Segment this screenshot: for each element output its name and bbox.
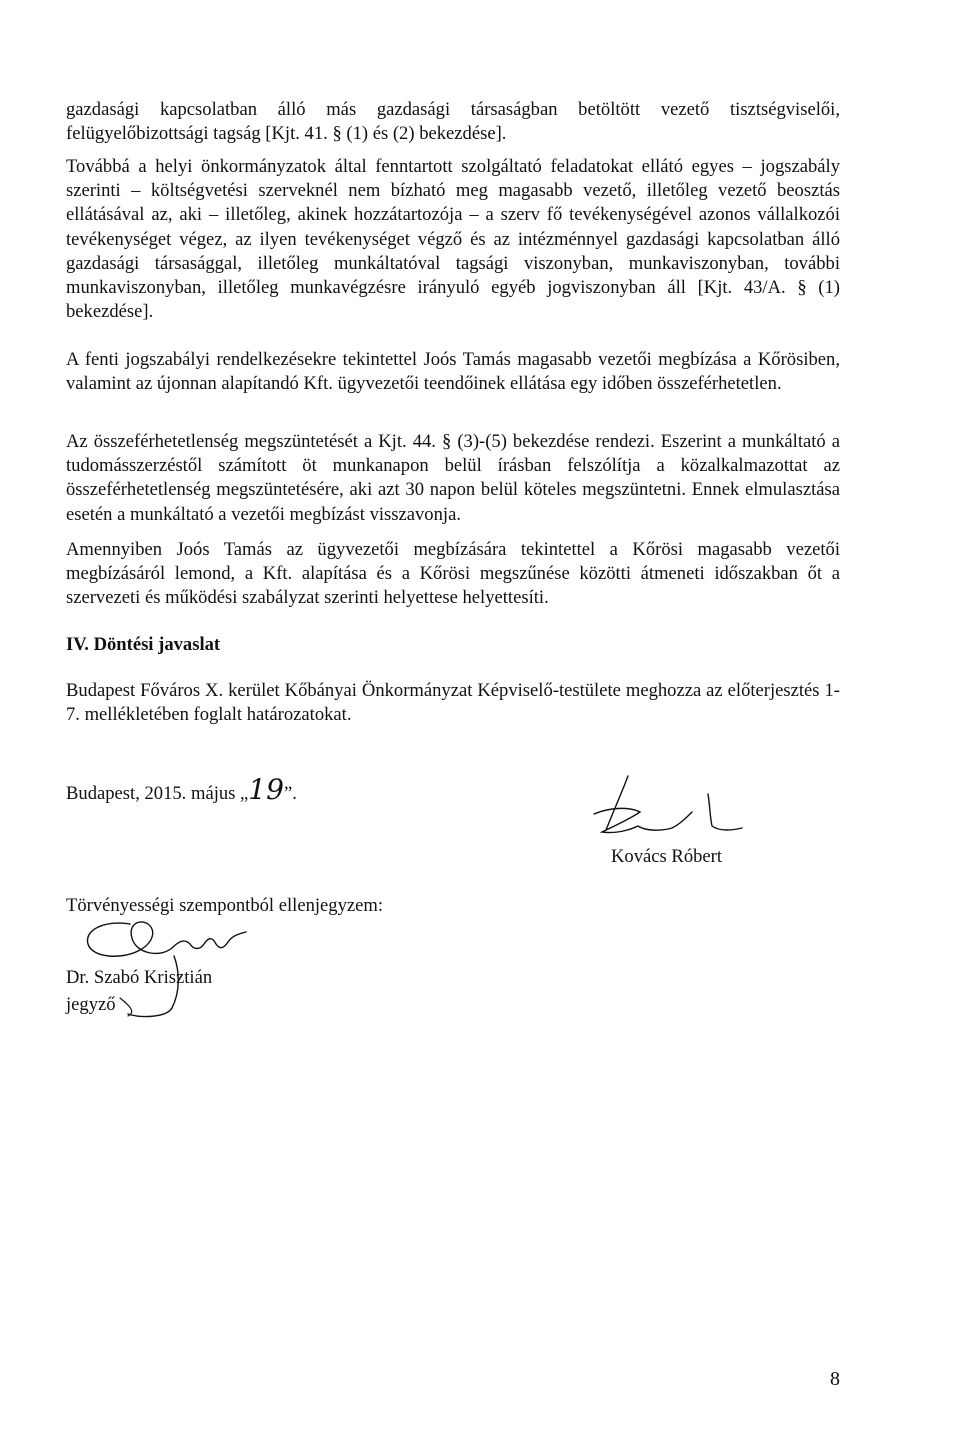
- signer-name: Kovács Róbert: [611, 846, 723, 867]
- paragraph-incompatibility-rule: Továbbá a helyi önkormányzatok által fenntartott szolgáltató feladatokat ellátó egyes – jogszabály szerinti – költségvetési szerveknél nem bízható meg magasabb vezető, illetőleg vezető beosztás ellátásával az, aki – illetőleg, akinek hozzátartozója – a szerv fő tevékenységével azonos vállalkozói tevékenységet végez, az ilyen tevékenységet végző és az intézménnyel gazdasági kapcsolatban álló gazdasági társasággal, illetőleg munkáltatóval tagsági viszonyban, munkaviszonyban, további munkaviszonyban, illetőleg munkavégzésre irányuló egyéb jogviszonyban áll [Kjt. 43/A. § (1) bekezdése].: [66, 156, 840, 323]
- page-number: 8: [830, 1368, 840, 1390]
- countersign-label: Törvényességi szempontból ellenjegyzem:: [66, 895, 384, 916]
- paragraph-conclusion: A fenti jogszabályi rendelkezésekre tekintettel Joós Tamás magasabb vezetői megbízása a Kőrösiben, valamint az újonnan alapítandó Kft. ügyvezetői teendőinek ellátása egy időben összeférhetetlen.: [66, 349, 840, 395]
- decision-text: Budapest Főváros X. kerület Kőbányai Önkormányzat Képviselő-testülete meghozza az előterjesztés 1-7. mellékletében foglalt határozatokat.: [66, 680, 840, 726]
- date-line: [66, 773, 297, 806]
- paragraph-continuation: gazdasági kapcsolatban álló más gazdasági társaságban betöltött vezető tisztségviselői, felügyelőbizottsági tagság [Kjt. 41. § (1) és (2) bekezdése].: [66, 99, 840, 145]
- countersigner-name: Dr. Szabó Krisztián: [66, 967, 213, 988]
- paragraph-deputy: Amennyiben Joós Tamás az ügyvezetői megbízására tekintettel a Kőrösi magasabb vezetői megbízásáról lemond, a Kft. alapítása és a Kőrösi megszűnése közötti átmeneti időszakban őt a szervezeti és működési szabályzat szerinti helyettese helyettesíti.: [66, 539, 840, 609]
- date-closing-mark: ”.: [283, 783, 297, 804]
- signature-kovacs-robert: [588, 772, 748, 844]
- countersigner-title: jegyző: [66, 994, 116, 1015]
- date-handwritten-day: 19: [248, 773, 284, 806]
- section-heading: IV. Döntési javaslat: [66, 634, 221, 655]
- date-printed: Budapest, 2015. május „: [66, 783, 249, 804]
- paragraph-resolution-procedure: Az összeférhetetlenség megszüntetését a Kjt. 44. § (3)-(5) bekezdése rendezi. Eszerint a munkáltató a tudomásszerzéstől számított öt munkanapon belül írásban felszólítja a közalkalmazottat az összeférhetetlenség megszüntetésére, aki azt 30 napon belül köteles megszüntetni. Ennek elmulasztása esetén a munkáltató a vezetői megbízást visszavonja.: [66, 431, 840, 525]
